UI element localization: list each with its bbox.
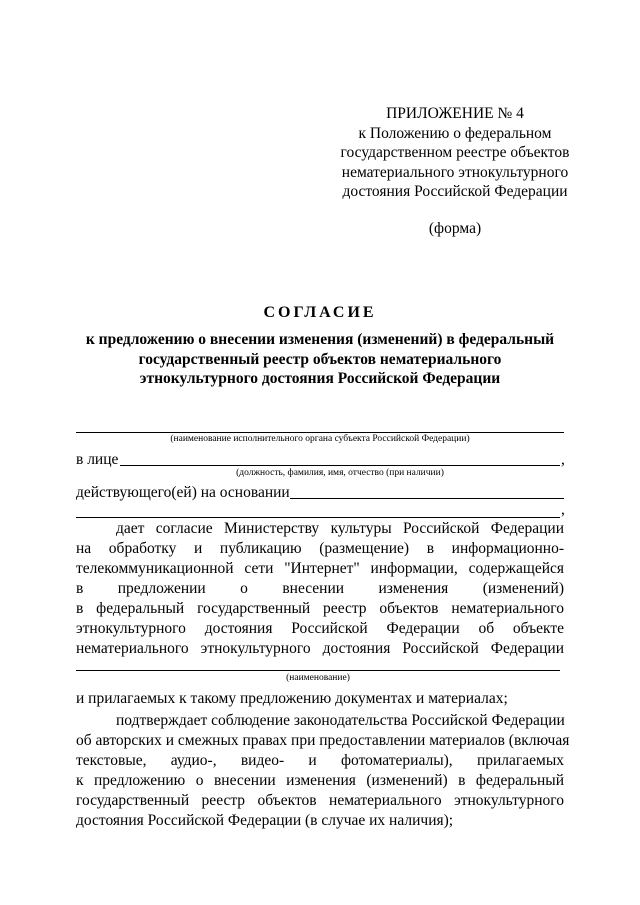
paragraph-line: достояния Российской Федерации (в случае их наличия); — [76, 812, 454, 829]
appendix-number: ПРИЛОЖЕНИЕ № 4 — [386, 105, 524, 122]
paragraph-line: текстовые, аудио-, видео- и фотоматериалы), прилагаемых — [76, 752, 564, 769]
paragraph-line: в федеральный государственный реестр объектов нематериального — [76, 600, 564, 617]
appendix-line: к Положению о федеральном — [358, 124, 552, 142]
paragraph-line: подтверждает соблюдение законодательства Российской Федерации — [116, 712, 565, 729]
acting-basis-label: действующего(ей) на основании — [76, 484, 290, 501]
subtitle-line: к предложению о внесении изменения (изменений) в федеральный — [85, 331, 555, 348]
authority-name-field[interactable] — [76, 416, 564, 433]
acting-basis-continuation-field[interactable] — [76, 503, 560, 518]
appendix-header — [330, 104, 580, 238]
document-subtitle — [70, 330, 570, 389]
paragraph-line: телекоммуникационной сети "Интернет" информации, содержащейся — [76, 560, 564, 577]
subtitle-line: этнокультурного достояния Российской Федерации — [139, 370, 501, 387]
comma: , — [561, 451, 565, 468]
object-caption: (наименование) — [286, 673, 350, 683]
in-person-label: в лице — [76, 451, 119, 468]
paragraph-line: к предложению о внесении изменения (изменений) в федеральный — [76, 772, 564, 789]
document-title: СОГЛАСИЕ — [263, 304, 377, 321]
paragraph-line: об авторских и смежных правах при предоставлении материалов (включая — [76, 732, 570, 749]
confirmation-paragraph — [76, 711, 570, 831]
paragraph-line: дает согласие Министерству культуры Российской Федерации — [116, 520, 564, 537]
person-caption: (должность, фамилия, имя, отчество (при наличии) — [236, 468, 444, 478]
appendix-line: нематериального этнокультурного — [341, 163, 569, 181]
comma: , — [561, 501, 565, 518]
consent-paragraph — [76, 519, 564, 659]
acting-basis-field[interactable] — [290, 483, 564, 499]
appendix-line: достояния Российской Федерации — [342, 183, 568, 200]
subtitle-line: государственный реестр объектов нематериального — [138, 350, 502, 368]
paragraph-line: государственный реестр объектов нематериального этнокультурного — [76, 792, 564, 809]
paragraph-line: нематериального этнокультурного достояния Российской Федерации — [76, 640, 564, 657]
authority-caption: (наименование исполнительного органа субъекта Российской Федерации) — [170, 434, 470, 444]
documents-line: и прилагаемых к такому предложению документах и материалах; — [76, 690, 508, 707]
form-label: (форма) — [428, 219, 482, 237]
object-name-field[interactable] — [76, 656, 560, 671]
paragraph-line: в предложении о внесении изменения (изменений) — [76, 580, 564, 597]
paragraph-line: этнокультурного достояния Российской Федерации об объекте — [76, 620, 564, 637]
appendix-line: государственном реестре объектов — [340, 144, 570, 161]
paragraph-line: на обработку и публикацию (размещение) в информационно- — [76, 540, 564, 557]
person-field[interactable] — [120, 450, 560, 466]
